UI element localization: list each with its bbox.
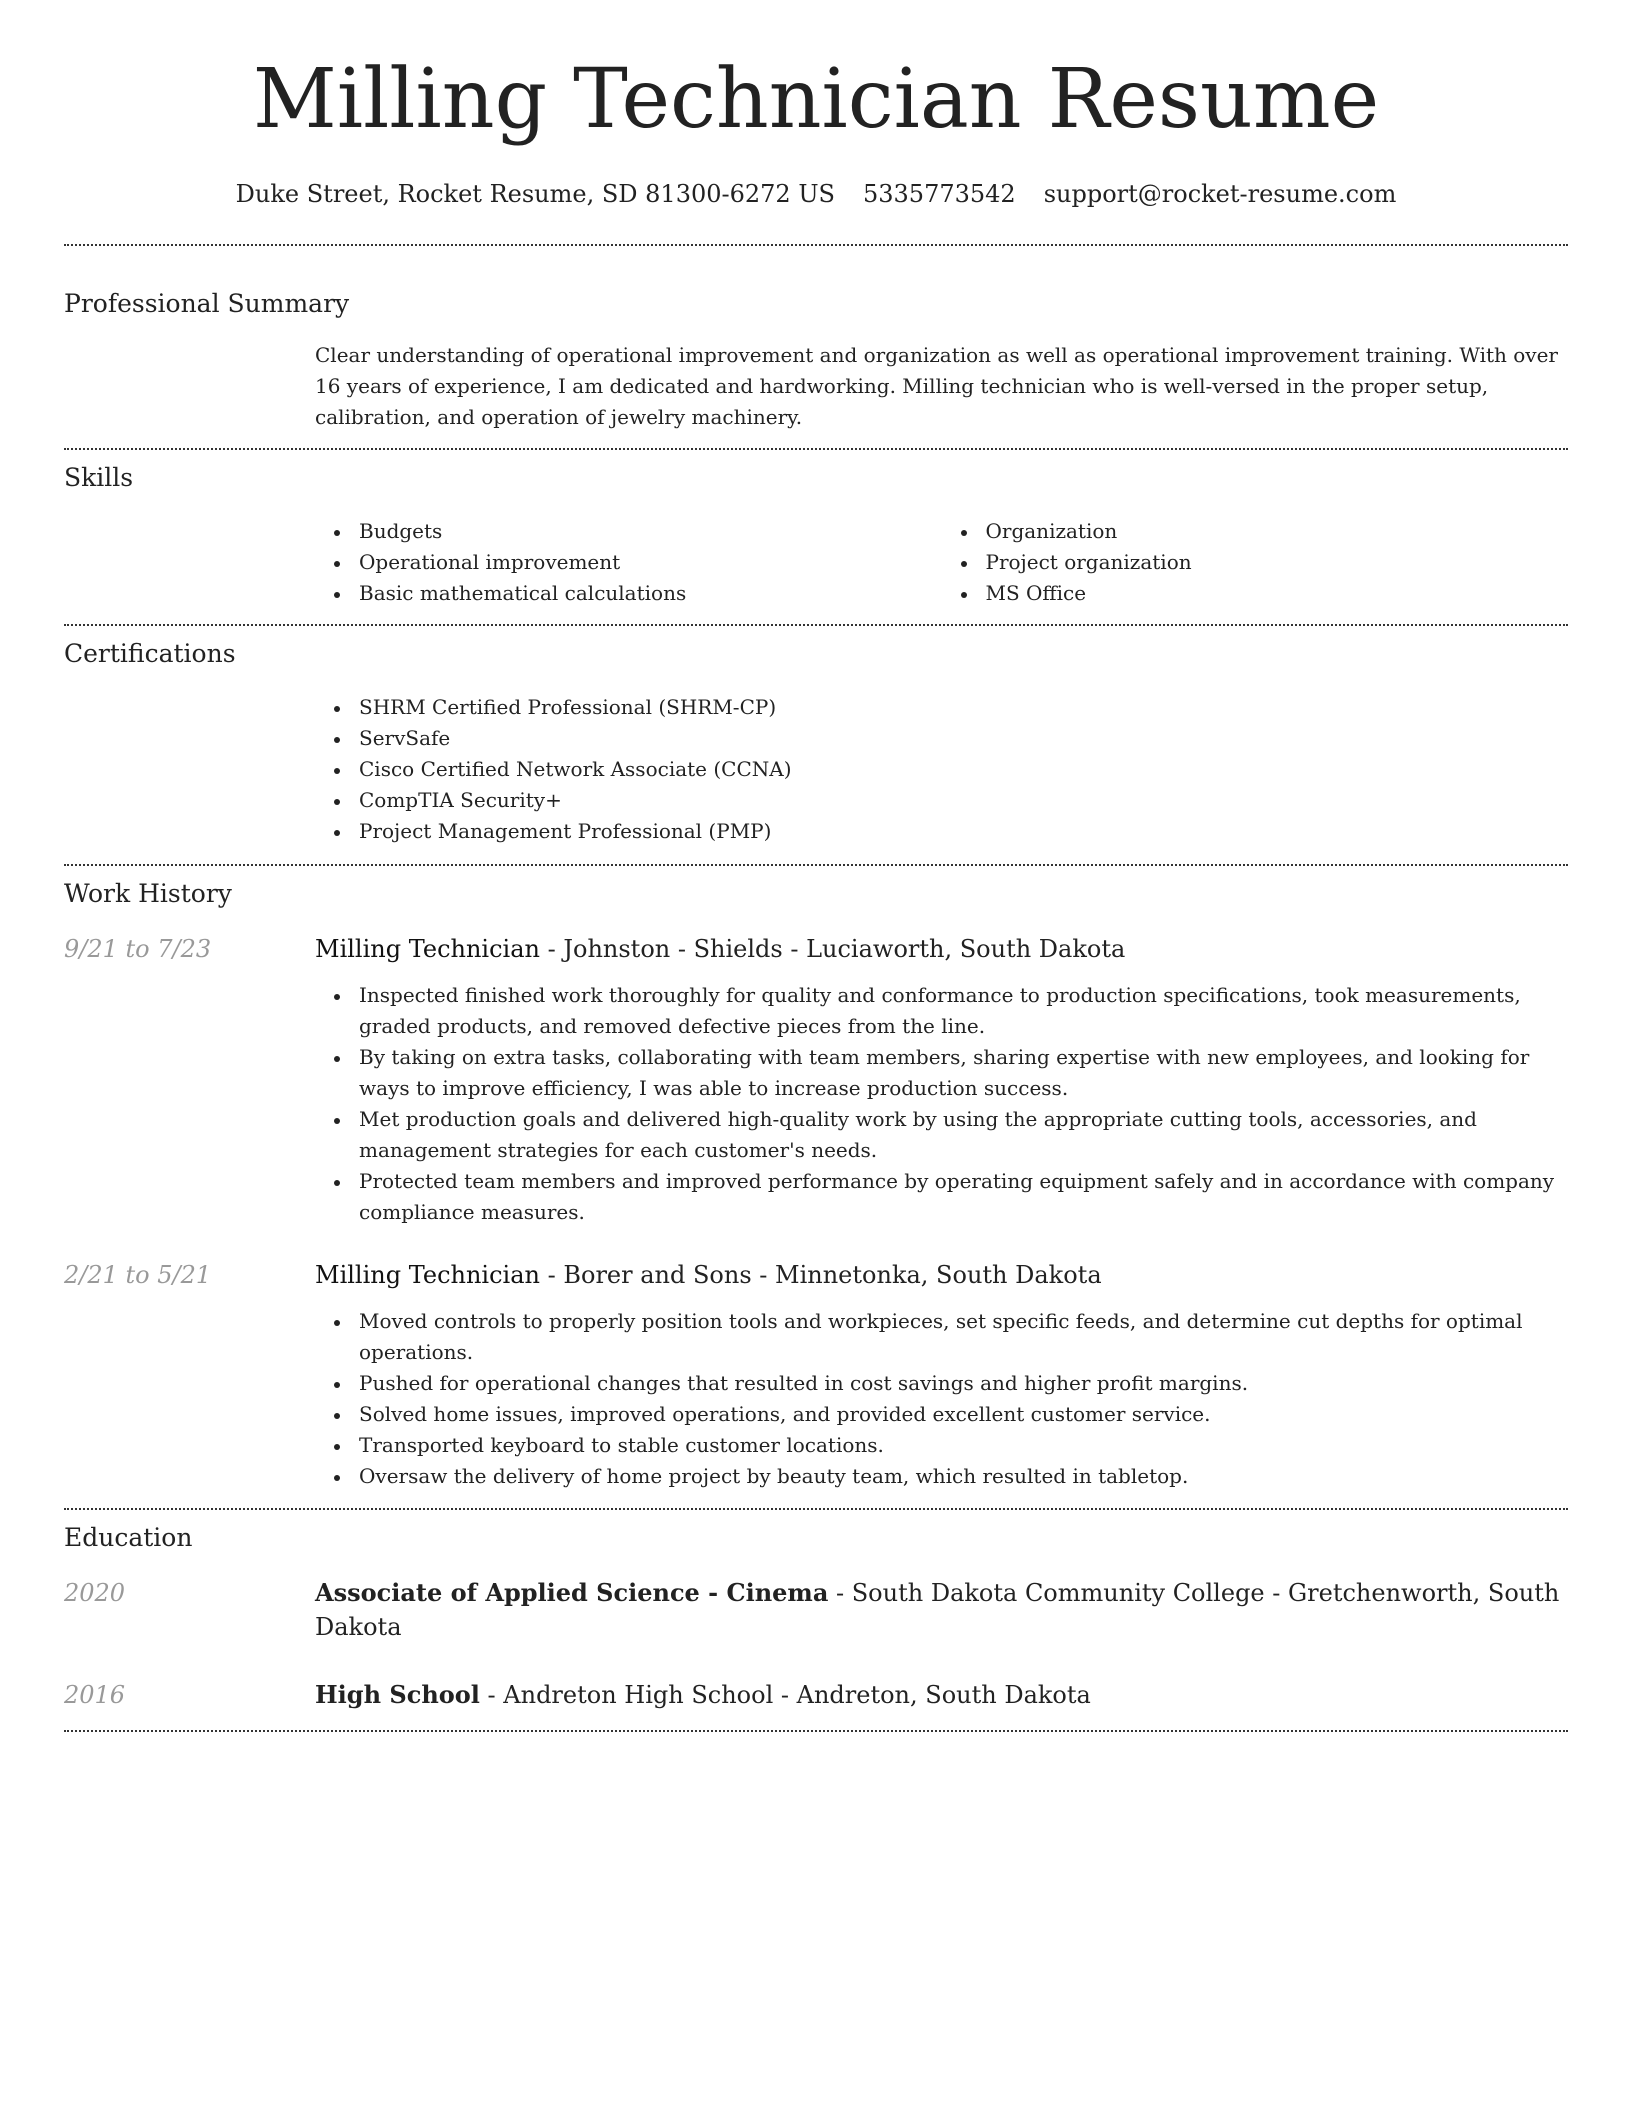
job-dates: 9/21 to 7/23	[64, 935, 212, 963]
section-heading: Work History	[64, 879, 232, 908]
list-item: CompTIA Security+	[359, 785, 1568, 816]
list-item: Protected team members and improved performance by operating equipment safely and in accordance with company compliance measures.	[359, 1166, 1568, 1228]
section-heading: Certifications	[64, 639, 236, 668]
education-school: - Andreton High School - Andreton, South Dakota	[479, 1681, 1091, 1709]
divider	[64, 244, 1568, 246]
job-employer: - Borer and Sons - Minnetonka, South Dakota	[540, 1261, 1102, 1289]
section-summary	[64, 288, 1568, 433]
job-entry	[64, 932, 1568, 1228]
job-duties	[315, 1306, 1568, 1492]
list-item: Basic mathematical calculations	[359, 578, 942, 609]
education-year: 2020	[64, 1579, 126, 1607]
list-item: Organization	[986, 516, 1569, 547]
job-employer: - Johnston - Shields - Luciaworth, South Dakota	[540, 935, 1126, 963]
summary-text: Clear understanding of operational improvement and organization as well as operational improvement training. With over 16 years of experience, I am dedicated and hardworking. Milling technician who is well-versed in the proper setup, calibration, and operation of jewelry machinery.	[315, 343, 1558, 429]
section-education	[64, 1522, 1568, 1712]
job-heading	[315, 1258, 1568, 1292]
contact-address: Duke Street, Rocket Resume, SD 81300-6272 US	[235, 180, 835, 208]
certifications-list	[315, 692, 1568, 847]
divider	[64, 624, 1568, 626]
list-item: ServSafe	[359, 723, 1568, 754]
education-heading	[315, 1678, 1568, 1712]
list-item: Moved controls to properly position tools and workpieces, set specific feeds, and determine cut depths for optimal operations.	[359, 1306, 1568, 1368]
list-item: Project Management Professional (PMP)	[359, 816, 1568, 847]
job-title: Milling Technician	[315, 1261, 540, 1289]
contact-line	[64, 178, 1568, 210]
education-entry	[64, 1678, 1568, 1712]
education-degree: Associate of Applied Science - Cinema	[315, 1578, 829, 1607]
list-item: Inspected finished work thoroughly for quality and conformance to production specifications, took measurements, graded products, and removed defective pieces from the line.	[359, 980, 1568, 1042]
list-item: Pushed for operational changes that resulted in cost savings and higher profit margins.	[359, 1368, 1568, 1399]
section-heading: Professional Summary	[64, 289, 350, 318]
list-item: Met production goals and delivered high-quality work by using the appropriate cutting tools, accessories, and management strategies for each customer's needs.	[359, 1104, 1568, 1166]
section-certifications	[64, 638, 1568, 847]
job-heading	[315, 932, 1568, 966]
divider	[64, 864, 1568, 866]
skills-list	[315, 516, 1568, 609]
list-item: SHRM Certified Professional (SHRM-CP)	[359, 692, 1568, 723]
list-item: Oversaw the delivery of home project by beauty team, which resulted in tabletop.	[359, 1461, 1568, 1492]
section-work-history	[64, 878, 1568, 1492]
resume-page	[64, 0, 1568, 1732]
list-item: Transported keyboard to stable customer locations.	[359, 1430, 1568, 1461]
contact-email[interactable]: support@rocket-resume.com	[1043, 180, 1397, 208]
divider	[64, 1508, 1568, 1510]
list-item: MS Office	[986, 578, 1569, 609]
list-item: Operational improvement	[359, 547, 942, 578]
education-heading	[315, 1576, 1568, 1644]
list-item: Project organization	[986, 547, 1569, 578]
education-degree: High School	[315, 1680, 480, 1709]
skills-column-left	[315, 516, 942, 609]
resume-title: Milling Technician Resume	[252, 52, 1380, 147]
skills-column-right	[942, 516, 1569, 609]
section-heading: Education	[64, 1523, 193, 1552]
section-skills	[64, 462, 1568, 609]
list-item: Budgets	[359, 516, 942, 547]
list-item: Solved home issues, improved operations, and provided excellent customer service.	[359, 1399, 1568, 1430]
section-heading: Skills	[64, 463, 134, 492]
job-duties	[315, 980, 1568, 1228]
education-entry	[64, 1576, 1568, 1644]
job-entry	[64, 1258, 1568, 1492]
education-school: - South Dakota Community College - Gretchenworth, South Dakota	[315, 1579, 1560, 1641]
divider	[64, 448, 1568, 450]
job-title: Milling Technician	[315, 935, 540, 963]
list-item: By taking on extra tasks, collaborating with team members, sharing expertise with new employees, and looking for ways to improve efficiency, I was able to increase production success.	[359, 1042, 1568, 1104]
divider	[64, 1730, 1568, 1732]
job-dates: 2/21 to 5/21	[64, 1261, 212, 1289]
education-year: 2016	[64, 1681, 126, 1709]
list-item: Cisco Certified Network Associate (CCNA)	[359, 754, 1568, 785]
contact-phone: 5335773542	[863, 180, 1016, 208]
